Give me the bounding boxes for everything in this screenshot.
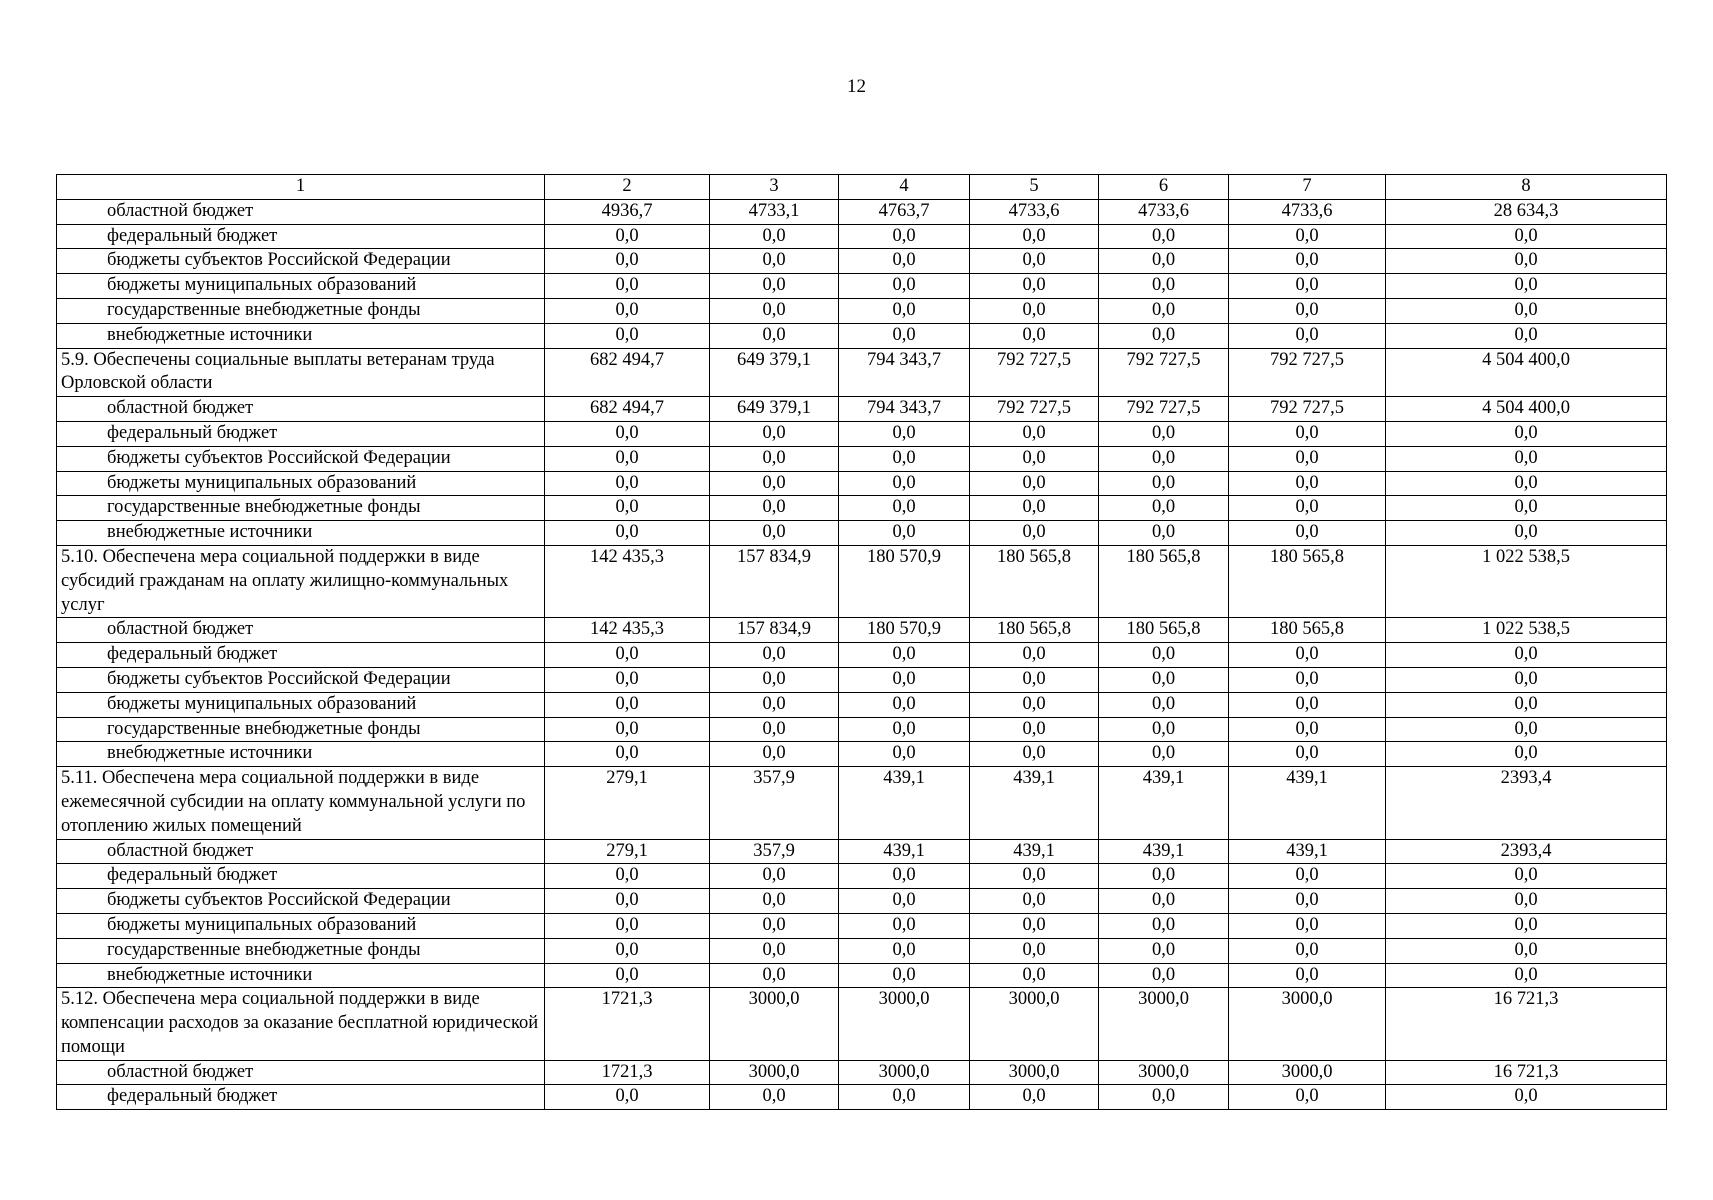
table-cell: 0,0 [545,938,710,963]
table-row [57,767,1667,839]
table-row [57,274,1667,299]
table-row [57,963,1667,988]
table-cell: 0,0 [1229,521,1386,546]
table-cell: 0,0 [1229,963,1386,988]
table-cell: 0,0 [710,298,839,323]
table-cell: 0,0 [545,742,710,767]
table-cell: 0,0 [970,667,1099,692]
table-row [57,496,1667,521]
table-cell: 180 570,9 [839,545,970,617]
column-header: 5 [970,175,1099,200]
row-label: государственные внебюджетные фонды [57,938,545,963]
table-cell: 0,0 [839,298,970,323]
row-label: федеральный бюджет [57,643,545,668]
table-cell: 0,0 [970,274,1099,299]
table-row [57,988,1667,1060]
table-cell: 0,0 [1386,667,1667,692]
table-row [57,298,1667,323]
table-cell: 0,0 [839,471,970,496]
table-cell: 0,0 [839,446,970,471]
table-cell: 3000,0 [839,988,970,1060]
table-cell: 0,0 [970,889,1099,914]
table-cell: 0,0 [545,421,710,446]
page-number: 12 [847,76,866,97]
table-row [57,521,1667,546]
table-cell: 0,0 [839,643,970,668]
table-row [57,913,1667,938]
table-cell: 3000,0 [970,1060,1099,1085]
table-cell: 0,0 [839,274,970,299]
row-label: государственные внебюджетные фонды [57,298,545,323]
table-cell: 0,0 [1386,274,1667,299]
table-cell: 279,1 [545,839,710,864]
column-header: 6 [1099,175,1229,200]
table-cell: 0,0 [970,446,1099,471]
table-cell: 0,0 [1229,224,1386,249]
row-label: государственные внебюджетные фонды [57,717,545,742]
table-cell: 0,0 [1099,249,1229,274]
table-cell: 0,0 [710,963,839,988]
table-cell: 0,0 [710,692,839,717]
table-cell: 0,0 [1386,521,1667,546]
table-cell: 682 494,7 [545,397,710,422]
table-row [57,618,1667,643]
table-cell: 0,0 [710,1085,839,1110]
table-cell: 3000,0 [970,988,1099,1060]
table-row [57,471,1667,496]
row-label: бюджеты муниципальных образований [57,913,545,938]
table-cell: 180 565,8 [1229,545,1386,617]
table-cell: 0,0 [545,471,710,496]
table-cell: 0,0 [1386,446,1667,471]
column-header: 2 [545,175,710,200]
row-label: бюджеты субъектов Российской Федерации [57,446,545,471]
table-cell: 682 494,7 [545,348,710,397]
table-cell: 3000,0 [710,988,839,1060]
table-cell: 0,0 [710,667,839,692]
table-cell: 0,0 [839,224,970,249]
table-cell: 439,1 [839,767,970,839]
table-cell: 0,0 [1386,496,1667,521]
row-label: бюджеты муниципальных образований [57,471,545,496]
table-cell: 0,0 [545,864,710,889]
table-cell: 649 379,1 [710,397,839,422]
table-cell: 3000,0 [1229,988,1386,1060]
table-cell: 0,0 [970,913,1099,938]
row-label: бюджеты субъектов Российской Федерации [57,889,545,914]
table-cell: 0,0 [1099,471,1229,496]
table-cell: 0,0 [1386,643,1667,668]
table-cell: 0,0 [970,742,1099,767]
table-cell: 3000,0 [710,1060,839,1085]
row-heading: 5.10. Обеспечена мера социальной поддержки в виде субсидий гражданам на оплату жилищно-коммунальных услуг [57,545,545,617]
column-header: 4 [839,175,970,200]
table-cell: 0,0 [545,963,710,988]
table-cell: 0,0 [1386,864,1667,889]
table-cell: 0,0 [1229,471,1386,496]
table-cell: 28 634,3 [1386,199,1667,224]
table-cell: 0,0 [1229,249,1386,274]
table-cell: 0,0 [839,938,970,963]
table-row [57,938,1667,963]
table-cell: 0,0 [545,913,710,938]
table-cell: 0,0 [710,717,839,742]
table-cell: 180 565,8 [1229,618,1386,643]
table-cell: 439,1 [1229,767,1386,839]
row-label: внебюджетные источники [57,963,545,988]
table-cell: 0,0 [545,224,710,249]
table-cell: 0,0 [545,692,710,717]
table-cell: 0,0 [970,224,1099,249]
table-cell: 3000,0 [839,1060,970,1085]
table-cell: 0,0 [1229,323,1386,348]
table-cell: 0,0 [710,446,839,471]
table-cell: 0,0 [545,717,710,742]
table-cell: 0,0 [1099,717,1229,742]
table-cell: 180 565,8 [1099,545,1229,617]
table-cell: 0,0 [1099,274,1229,299]
table-cell: 16 721,3 [1386,1060,1667,1085]
table-cell: 0,0 [1386,717,1667,742]
table-row [57,446,1667,471]
table-cell: 16 721,3 [1386,988,1667,1060]
table-cell: 0,0 [710,643,839,668]
table-cell: 0,0 [839,913,970,938]
table-cell: 0,0 [839,249,970,274]
table-cell: 4733,1 [710,199,839,224]
row-label: бюджеты муниципальных образований [57,692,545,717]
table-cell: 0,0 [970,938,1099,963]
table-row [57,323,1667,348]
table-row [57,199,1667,224]
table-cell: 1721,3 [545,1060,710,1085]
table-cell: 0,0 [1229,913,1386,938]
table-cell: 0,0 [1229,938,1386,963]
table-cell: 4733,6 [1229,199,1386,224]
table-cell: 0,0 [970,692,1099,717]
table-cell: 157 834,9 [710,545,839,617]
table-cell: 0,0 [970,421,1099,446]
table-row [57,1085,1667,1110]
table-cell: 0,0 [1386,1085,1667,1110]
column-header: 1 [57,175,545,200]
table-cell: 0,0 [1386,692,1667,717]
table-cell: 0,0 [1099,521,1229,546]
table-cell: 649 379,1 [710,348,839,397]
table-cell: 0,0 [1229,742,1386,767]
table-row [57,224,1667,249]
table-cell: 0,0 [1229,446,1386,471]
table-row [57,421,1667,446]
table-cell: 4936,7 [545,199,710,224]
table-cell: 794 343,7 [839,348,970,397]
table-cell: 792 727,5 [1099,348,1229,397]
row-label: федеральный бюджет [57,224,545,249]
row-label: областной бюджет [57,397,545,422]
table-cell: 0,0 [1229,667,1386,692]
table-row [57,692,1667,717]
table-body [57,175,1667,1110]
table-cell: 4733,6 [1099,199,1229,224]
table-cell: 0,0 [545,446,710,471]
table-cell: 439,1 [970,839,1099,864]
table-cell: 0,0 [1229,496,1386,521]
table-cell: 0,0 [1099,446,1229,471]
table-cell: 0,0 [839,496,970,521]
table-cell: 0,0 [1099,496,1229,521]
table-cell: 4763,7 [839,199,970,224]
table-cell: 0,0 [1386,742,1667,767]
table-cell: 357,9 [710,839,839,864]
table-cell: 0,0 [545,323,710,348]
table-cell: 1 022 538,5 [1386,545,1667,617]
table-cell: 0,0 [1099,1085,1229,1110]
table-row [57,249,1667,274]
row-label: внебюджетные источники [57,742,545,767]
table-cell: 0,0 [839,963,970,988]
table-row [57,397,1667,422]
table-cell: 142 435,3 [545,545,710,617]
table-cell: 0,0 [710,521,839,546]
table-cell: 0,0 [970,643,1099,668]
table-cell: 792 727,5 [970,397,1099,422]
table-cell: 0,0 [710,274,839,299]
table-cell: 0,0 [1386,249,1667,274]
table-cell: 0,0 [839,323,970,348]
table-cell: 439,1 [839,839,970,864]
table-cell: 0,0 [970,496,1099,521]
table-cell: 0,0 [1386,298,1667,323]
row-label: областной бюджет [57,618,545,643]
row-label: внебюджетные источники [57,323,545,348]
row-label: федеральный бюджет [57,864,545,889]
table-cell: 279,1 [545,767,710,839]
table-cell: 439,1 [1099,767,1229,839]
table-cell: 0,0 [1229,298,1386,323]
table-row [57,545,1667,617]
row-label: внебюджетные источники [57,521,545,546]
table-cell: 0,0 [839,521,970,546]
row-heading: 5.11. Обеспечена мера социальной поддержки в виде ежемесячной субсидии на оплату коммунальной услуги по отоплению жилых помещений [57,767,545,839]
table-cell: 0,0 [1386,224,1667,249]
table-cell: 0,0 [1229,643,1386,668]
table-row [57,864,1667,889]
table-cell: 0,0 [970,963,1099,988]
table-cell: 0,0 [1099,938,1229,963]
table-cell: 0,0 [710,742,839,767]
row-heading: 5.9. Обеспечены социальные выплаты ветеранам труда Орловской области [57,348,545,397]
table-cell: 2393,4 [1386,767,1667,839]
row-label: бюджеты муниципальных образований [57,274,545,299]
table-cell: 439,1 [1099,839,1229,864]
table-cell: 0,0 [1099,421,1229,446]
table-cell: 0,0 [710,496,839,521]
table-cell: 0,0 [1099,963,1229,988]
header-row [57,175,1667,200]
table-cell: 792 727,5 [1229,348,1386,397]
column-header: 8 [1386,175,1667,200]
table-cell: 0,0 [545,249,710,274]
table-cell: 0,0 [1099,224,1229,249]
table-cell: 180 565,8 [1099,618,1229,643]
table-cell: 0,0 [839,421,970,446]
row-label: областной бюджет [57,839,545,864]
table-cell: 0,0 [710,889,839,914]
table-cell: 0,0 [545,643,710,668]
table-cell: 0,0 [1386,421,1667,446]
table-cell: 0,0 [1229,717,1386,742]
table-cell: 0,0 [839,667,970,692]
row-label: областной бюджет [57,1060,545,1085]
column-header: 3 [710,175,839,200]
table-cell: 1721,3 [545,988,710,1060]
table-cell: 0,0 [1099,692,1229,717]
table-cell: 0,0 [1099,889,1229,914]
row-label: областной бюджет [57,199,545,224]
table-cell: 0,0 [970,1085,1099,1110]
table-cell: 0,0 [1386,938,1667,963]
row-label: федеральный бюджет [57,421,545,446]
table-row [57,889,1667,914]
table-cell: 180 570,9 [839,618,970,643]
table-cell: 180 565,8 [970,618,1099,643]
table-cell: 792 727,5 [970,348,1099,397]
table-cell: 0,0 [710,249,839,274]
table-cell: 0,0 [1099,667,1229,692]
table-cell: 0,0 [545,274,710,299]
table-cell: 0,0 [970,864,1099,889]
table-row [57,742,1667,767]
table-cell: 0,0 [545,1085,710,1110]
table-cell: 142 435,3 [545,618,710,643]
table-cell: 0,0 [710,471,839,496]
table-cell: 0,0 [1229,889,1386,914]
table-cell: 0,0 [1229,692,1386,717]
table-cell: 0,0 [710,864,839,889]
table-cell: 0,0 [710,913,839,938]
table-cell: 0,0 [839,717,970,742]
table-cell: 0,0 [1229,421,1386,446]
table-cell: 0,0 [1386,913,1667,938]
table-cell: 1 022 538,5 [1386,618,1667,643]
table-cell: 3000,0 [1099,988,1229,1060]
table-cell: 0,0 [970,298,1099,323]
table-row [57,348,1667,397]
table-cell: 4 504 400,0 [1386,348,1667,397]
table-cell: 0,0 [1099,323,1229,348]
table-cell: 0,0 [1099,864,1229,889]
table-cell: 0,0 [545,889,710,914]
budget-table [56,174,1667,1110]
table-cell: 0,0 [839,692,970,717]
table-cell: 0,0 [1386,889,1667,914]
table-cell: 792 727,5 [1229,397,1386,422]
row-heading: 5.12. Обеспечена мера социальной поддержки в виде компенсации расходов за оказание бесплатной юридической помощи [57,988,545,1060]
table-row [57,1060,1667,1085]
table-cell: 0,0 [970,323,1099,348]
table-cell: 0,0 [839,742,970,767]
table-cell: 157 834,9 [710,618,839,643]
table-cell: 0,0 [970,471,1099,496]
table-cell: 0,0 [1099,298,1229,323]
table-cell: 0,0 [545,496,710,521]
table-cell: 0,0 [1099,742,1229,767]
table-row [57,839,1667,864]
row-label: бюджеты субъектов Российской Федерации [57,667,545,692]
row-label: государственные внебюджетные фонды [57,496,545,521]
table-cell: 0,0 [710,224,839,249]
table-cell: 0,0 [1386,323,1667,348]
table-cell: 439,1 [1229,839,1386,864]
table-row [57,667,1667,692]
table-cell: 3000,0 [1229,1060,1386,1085]
table-cell: 0,0 [1386,471,1667,496]
table-cell: 0,0 [839,1085,970,1110]
table-row [57,643,1667,668]
table-cell: 0,0 [710,323,839,348]
table-cell: 4733,6 [970,199,1099,224]
table-cell: 794 343,7 [839,397,970,422]
row-label: бюджеты субъектов Российской Федерации [57,249,545,274]
table-cell: 0,0 [1229,274,1386,299]
table-cell: 0,0 [1229,1085,1386,1110]
table-cell: 3000,0 [1099,1060,1229,1085]
table-cell: 792 727,5 [1099,397,1229,422]
table-cell: 0,0 [710,938,839,963]
table-cell: 2393,4 [1386,839,1667,864]
table-cell: 0,0 [545,667,710,692]
table-cell: 0,0 [839,889,970,914]
table-cell: 4 504 400,0 [1386,397,1667,422]
column-header: 7 [1229,175,1386,200]
table-cell: 0,0 [1099,913,1229,938]
table-cell: 0,0 [1386,963,1667,988]
table-cell: 0,0 [1229,864,1386,889]
table-cell: 0,0 [970,717,1099,742]
table-cell: 0,0 [970,521,1099,546]
table-row [57,717,1667,742]
table-cell: 0,0 [839,864,970,889]
row-label: федеральный бюджет [57,1085,545,1110]
table-cell: 0,0 [545,298,710,323]
table-cell: 0,0 [545,521,710,546]
table-cell: 0,0 [710,421,839,446]
table-cell: 357,9 [710,767,839,839]
table-cell: 439,1 [970,767,1099,839]
table-cell: 180 565,8 [970,545,1099,617]
table-cell: 0,0 [970,249,1099,274]
table-cell: 0,0 [1099,643,1229,668]
